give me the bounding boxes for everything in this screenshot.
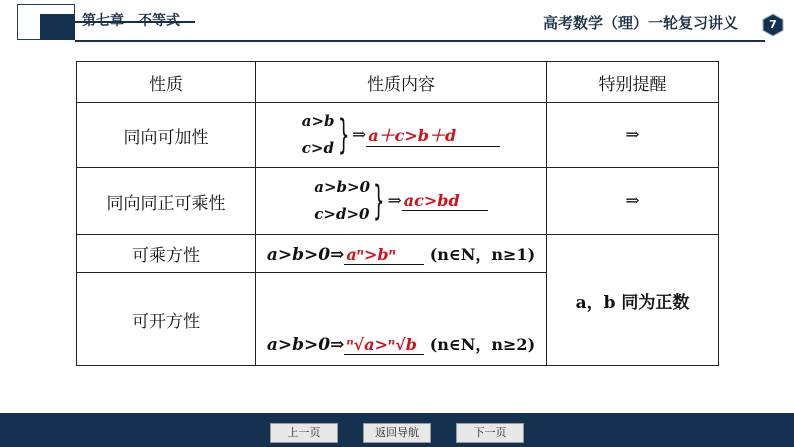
prev-page-button[interactable]: 上一页	[270, 423, 338, 443]
implies-arrow: ⇒	[387, 191, 402, 211]
course-title: 高考数学（理）一轮复习讲义	[542, 14, 738, 32]
answer-blank	[344, 245, 424, 265]
condition-stack	[314, 174, 370, 228]
condition: a>b>0	[314, 178, 371, 196]
header-decoration-fill	[40, 14, 75, 40]
right-brace-icon: }	[373, 178, 385, 224]
exponent-condition: (n∈N，n≥1)	[429, 245, 536, 264]
property-name: 同向可加性	[77, 103, 256, 168]
shared-note: a，b 同为正数	[575, 292, 690, 313]
property-content	[256, 168, 547, 235]
root-condition: (n∈N，n≥2)	[429, 335, 536, 354]
table-row	[77, 103, 719, 168]
condition: c>d	[301, 139, 334, 157]
table-header-row	[77, 62, 719, 103]
answer-text: ac>bd	[403, 191, 460, 210]
condition: c>d>0	[314, 205, 370, 223]
table-row	[77, 168, 719, 235]
chapter-title: 第七章 不等式	[82, 13, 180, 29]
implies-arrow: ⇒	[351, 125, 367, 145]
condition-group	[302, 108, 500, 162]
table-row	[77, 235, 719, 273]
property-content	[256, 103, 547, 168]
right-brace-icon: }	[337, 112, 349, 158]
property-name: 同向同正可乘性	[77, 168, 256, 235]
header-note: 特别提醒	[547, 62, 719, 103]
answer-blank	[366, 123, 500, 147]
condition-stack	[302, 108, 335, 162]
answer-text: aⁿ>bⁿ	[346, 245, 396, 264]
answer-blank	[344, 335, 424, 355]
inequality-properties-table	[76, 61, 719, 366]
header-property: 性质	[77, 62, 256, 103]
property-content	[256, 235, 547, 273]
answer-text: ⁿ√a>ⁿ√b	[346, 335, 417, 354]
header-content: 性质内容	[256, 62, 547, 103]
condition: a>b	[301, 112, 335, 130]
shared-note-cell	[547, 235, 719, 366]
property-name: 可开方性	[77, 273, 256, 366]
answer-text: a＋c>b＋d	[368, 126, 457, 145]
answer-blank	[402, 191, 488, 211]
page-number: 7	[769, 18, 777, 31]
next-page-button[interactable]: 下一页	[456, 423, 524, 443]
header-rule	[75, 40, 765, 42]
property-content	[256, 273, 547, 366]
condition-group	[314, 174, 487, 228]
premise: a>b>0⇒	[266, 245, 345, 265]
property-name: 可乘方性	[77, 235, 256, 273]
note-cell: ⇒	[547, 168, 719, 235]
premise: a>b>0⇒	[266, 335, 345, 355]
note-cell: ⇒	[547, 103, 719, 168]
back-to-nav-button[interactable]: 返回导航	[363, 423, 431, 443]
